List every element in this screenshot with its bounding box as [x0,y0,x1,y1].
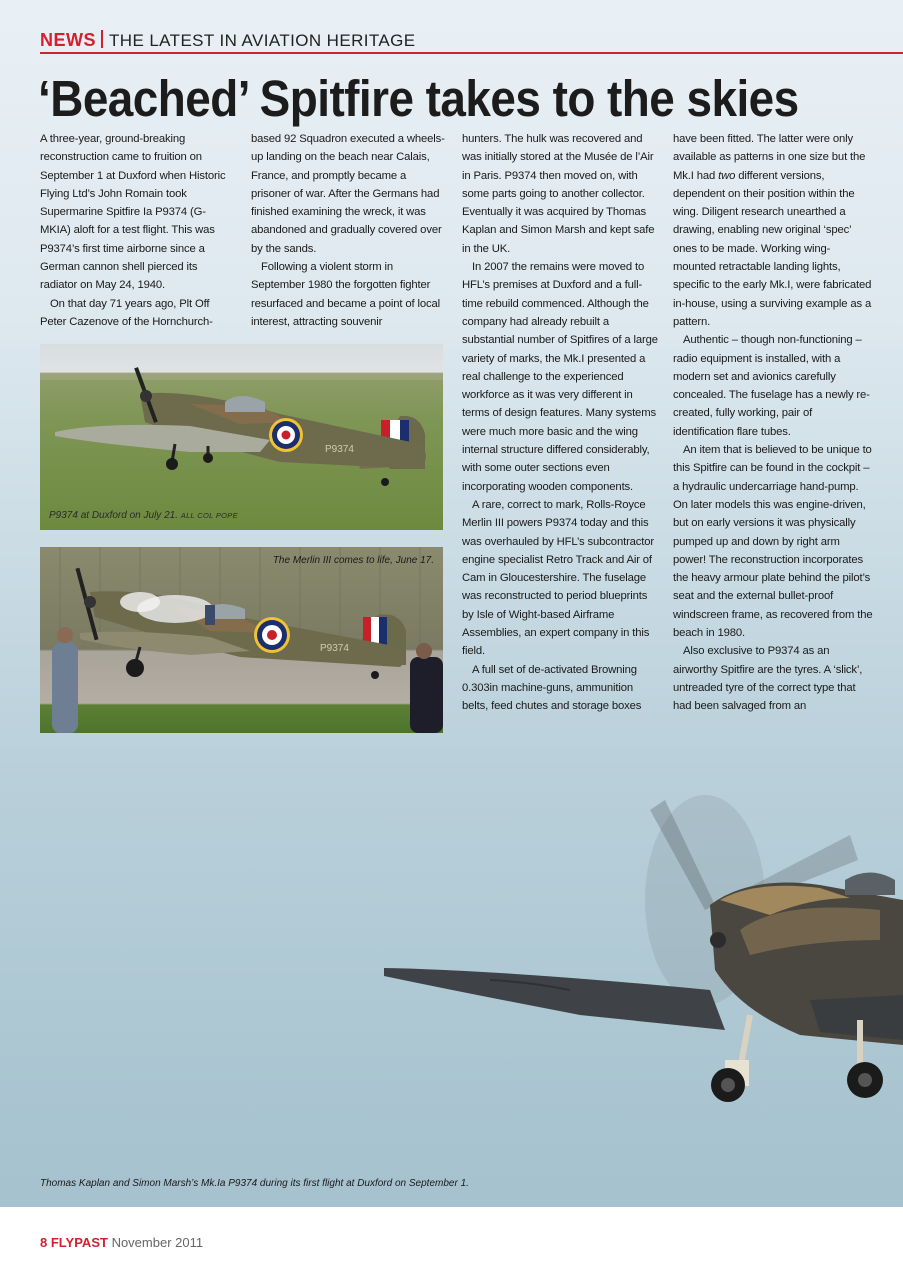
article-column-1 [40,130,236,331]
photo-caption: P9374 at Duxford on July 21. ALL COL POPE [49,510,238,521]
paragraph: Following a violent storm in September 1980 the forgotten fighter resurfaced and became a point of local interest, attracting souvenir [251,261,440,328]
page-number: 8 [40,1235,48,1250]
page-footer [0,1207,903,1280]
paragraph: A full set of de-activated Browning 0.303in machine-guns, ammunition belts, feed chutes and storage boxes [462,663,642,713]
section-label: NEWS [40,30,96,50]
emphasis: two [718,169,736,182]
photo-caption: The Merlin III comes to life, June 17. [272,555,434,566]
paragraph: A rare, correct to mark, Rolls-Royce Merlin III powers P9374 today and this was overhauled by HFL’s subcontractor engine specialist Retro Track and Air of Cam in Gloucestershire. The fuselage was reconstructed to period blueprints by Isle of Wight-based Airframe Assemblies, an expert company in this field. [462,498,655,658]
section-kicker: THE LATEST IN AVIATION HERITAGE [109,31,416,50]
paragraph: based 92 Squadron executed a wheels-up landing on the beach near Calais, France, and promptly became a prisoner of war. After the Germans had finished examining the wreck, it was abandoned and gradually covered over by the sands. [251,133,445,255]
folio [40,1235,203,1250]
photo-credit: ALL COL POPE [180,511,238,520]
magazine-name: FLYPAST [50,1235,108,1250]
paragraph: Authentic – though non-functioning – radio equipment is installed, with a modern set and avionics carefully concealed. The fuselage has a newly re-created, fully working, pair of identification flare tubes. [673,334,870,438]
photo-engine-run [40,547,443,733]
photo-spitfire-on-grass [40,344,443,530]
aircraft-serial: P9374 [320,643,349,654]
paragraph: A three-year, ground-breaking reconstruction came to fruition on September 1 at Duxford when Historic Flying Ltd’s John Romain took Supermarine Spitfire Ia P9374 (G-MKIA) aloft for a test flight. This was P9374’s first time airborne since a German cannon shell pierced its radiator on May 24, 1940. [40,133,226,292]
spitfire-in-flight-illustration [380,780,903,1140]
paragraph: hunters. The hulk was recovered and was initially stored at the Musée de l’Air in Paris. P9374 then moved on, with some parts going to another collector. Eventually it was acquired by Thomas Kaplan and Simon Marsh and kept safe in the UK. [462,133,655,255]
paragraph: have been fitted. The latter were only available as patterns in one size but the Mk.I had two different versions, dependent on their position within the wing. Diligent research unearthed a drawing, enabling new original ‘spec’ ones to be made. Working wing-mounted retractable landing lights, specific to the early Mk.I, were fabricated in-house, using a surviving example as a pattern. [673,133,872,328]
header-divider [101,30,103,48]
paragraph: In 2007 the remains were moved to HFL’s premises at Duxford and a full-time rebuild commenced. Although the company had already rebuilt a substantial number of Spitfires of a large variety of marks, the Mk.I presented a real challenge to the experienced workforce as it was very different in terms of design features. Many systems were much more basic and the wing internal structure differed considerably, with some outer sections even incorporating wooden components. [462,261,658,493]
article-column-3 [462,130,658,716]
article-column-4 [673,130,873,716]
aircraft-serial: P9374 [325,444,354,455]
paragraph: On that day 71 years ago, Plt Off Peter Cazenove of the Hornchurch- [40,297,213,328]
paragraph: Also exclusive to P9374 as an airworthy Spitfire are the tyres. A ‘slick’, untreaded tyre of the correct type that had been salvaged from an [673,645,863,713]
section-header [40,30,903,54]
paragraph: An item that is believed to be unique to this Spitfire can be found in the cockpit – a hydraulic undercarriage hand-pump. On later models this was engine-driven, but on early versions it was physically pumped up and down by right arm power! The reconstruction incorporates the heavy armour plate behind the pilot’s seat and the external bullet-proof windscreen frame, as recovered from the beach in 1980. [673,444,873,640]
issue-date: November 2011 [111,1235,204,1250]
spitfire-illustration [40,344,443,530]
article-column-2 [251,130,447,331]
article-headline: ‘Beached’ Spitfire takes to the skies [38,70,799,127]
engine-run-illustration [40,547,443,733]
hero-photo-caption: Thomas Kaplan and Simon Marsh’s Mk.Ia P9374 during its first flight at Duxford on September 1. [40,1178,469,1189]
